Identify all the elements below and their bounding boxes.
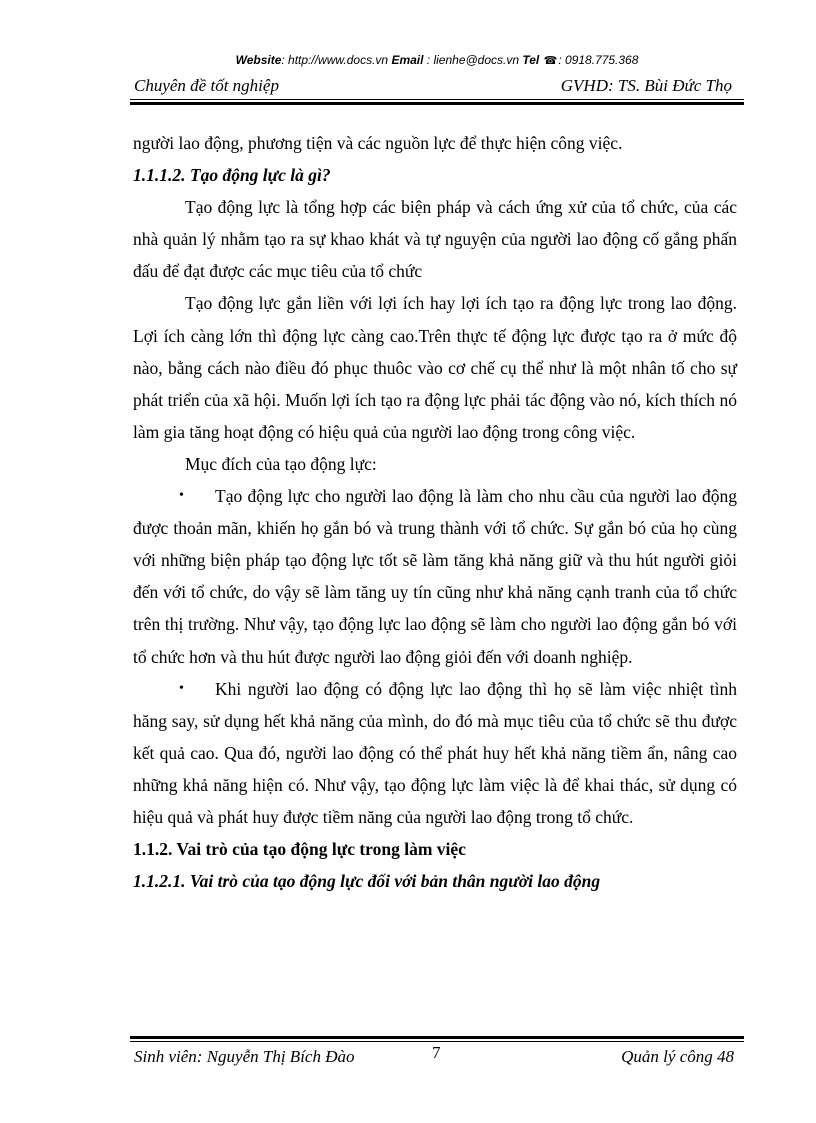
header-rule-thin — [130, 99, 744, 100]
bullet-icon: • — [179, 488, 184, 504]
header-supervisor: GVHD: TS. Bùi Đức Thọ — [560, 76, 732, 95]
bullet-text-1: Tạo động lực cho người lao động là làm cho nhu cầu của người lao động được thoản mãn, khiến họ gắn bó và trung thành với tổ chức. Sự gắn bó của họ cùng với những biện pháp tạo động lực tốt sẽ làm tăng khả năng giữ và thu hút người giỏi đến với tổ chức, do vậy sẽ làm tăng uy tín cũng như khả năng cạnh tranh của tổ chức trên thị trường. Như vậy, tạo động lực lao động sẽ làm cho người lao động gắn bó với tổ chức hơn và thu hút được người lao động giỏi đến với doanh nghiệp. — [133, 486, 737, 667]
page-header — [130, 74, 744, 98]
bullet-text-2: Khi người lao động có động lực lao động thì họ sẽ làm việc nhiệt tình hăng say, sử dụng hết khả năng của mình, do đó mà mục tiêu của tổ chức sẽ thu được kết quả cao. Qua đó, người lao động có thể phát huy hết khả năng tiềm ẩn, nâng cao những khả năng hiện có. Như vậy, tạo động lực làm việc là để khai thác, sử dụng có hiệu quả và phát huy được tiềm năng của người lao động trong tổ chức. — [133, 678, 737, 827]
paragraph-continuation: người lao động, phương tiện và các nguồn lực để thực hiện công việc. — [133, 133, 623, 153]
website-label: Website — [235, 53, 282, 67]
paragraph-purpose-intro: Mục đích của tạo động lực: — [185, 453, 377, 474]
footer-rule-thick — [130, 1036, 744, 1039]
document-body — [133, 127, 737, 897]
email-label: Email — [391, 53, 424, 67]
bullet-item-1 — [133, 480, 737, 673]
bullet-icon: • — [179, 680, 184, 696]
page-number: 7 — [432, 1043, 441, 1062]
footer-class: Quản lý công 48 — [621, 1047, 734, 1066]
paragraph-benefits: Tạo động lực gắn liền với lợi ích hay lợi ích tạo ra động lực trong lao động. Lợi ích càng lớn thì động lực càng cao.Trên thực tế động lực được tạo ra ở mức độ nào, bằng cách nào điều đó phục thuôc vào cơ chế cụ thể như là một nhân tố cho sự phát triển của xã hội. Muốn lợi ích tạo ra động lực phải tác động vào nó, kích thích nó làm gia tăng hoạt động có hiệu quả của người lao động trong công việc. — [133, 293, 737, 442]
header-title: Chuyên đề tốt nghiệp — [134, 76, 279, 95]
tel-value: : 0918.775.368 — [558, 53, 639, 67]
footer-student: Sinh viên: Nguyễn Thị Bích Đào — [134, 1047, 355, 1066]
section-heading-1-1-2: 1.1.2. Vai trò của tạo động lực trong làm việc — [133, 839, 466, 860]
section-heading-1-1-2-1: 1.1.2.1. Vai trò của tạo động lực đối với bản thân người lao động — [133, 871, 601, 892]
header-rule-thick — [130, 102, 744, 105]
section-heading-1-1-1-2: 1.1.1.2. Tạo động lực là gì? — [133, 165, 331, 186]
email-value: : lienhe@docs.vn — [426, 53, 520, 67]
phone-icon: ☎ — [543, 55, 558, 67]
website-value: : http://www.docs.vn — [281, 53, 389, 67]
page-footer — [130, 1044, 744, 1070]
site-info-bar — [130, 52, 744, 69]
tel-label: Tel — [522, 53, 540, 67]
paragraph-definition: Tạo động lực là tổng hợp các biện pháp và cách ứng xử của tổ chức, của các nhà quản lý nhằm tạo ra sự khao khát và tự nguyện của người lao động cố gắng phấn đấu để đạt được các mục tiêu của tổ chức — [133, 197, 737, 282]
bullet-item-2 — [133, 673, 737, 833]
